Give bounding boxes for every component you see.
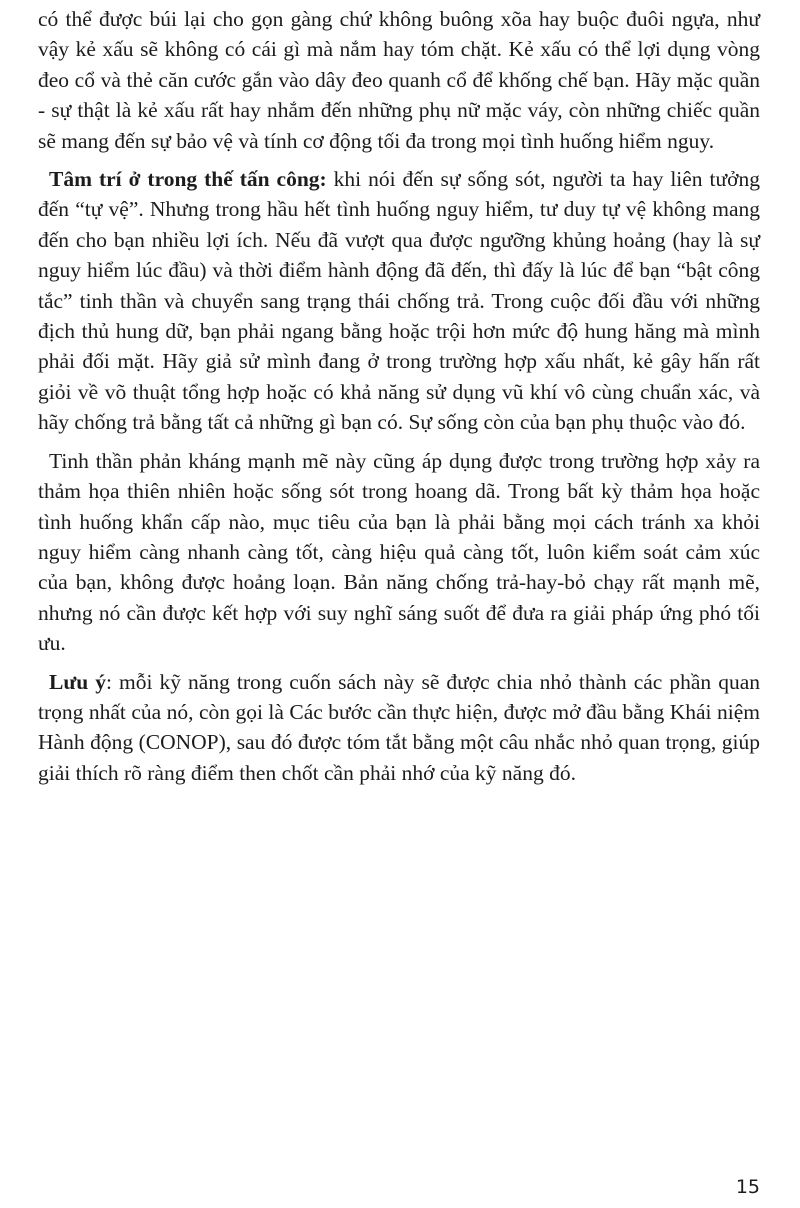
paragraph-1 — [38, 4, 760, 156]
paragraph-4 — [38, 667, 760, 789]
page-body — [38, 4, 760, 796]
paragraph-2-lead: Tâm trí ở trong thế tấn công: — [49, 167, 327, 192]
page-number: 15 — [735, 1176, 760, 1198]
paragraph-2 — [38, 164, 760, 438]
paragraph-4-lead: Lưu ý — [49, 669, 106, 694]
paragraph-3-text: Tinh thần phản kháng mạnh mẽ này cũng áp dụng được trong trường hợp xảy ra thảm họa thiên nhiên hoặc sống sót trong hoang dã. Trong bất kỳ thảm họa hoặc tình huống khẩn cấp nào, mục tiêu của bạn là phải bằng mọi cách tránh xa khỏi nguy hiểm càng nhanh càng tốt, càng hiệu quả càng tốt, luôn kiểm soát cảm xúc của bạn, không được hoảng loạn. Bản năng chống trả-hay-bỏ chạy rất mạnh mẽ, nhưng nó cần được kết hợp với suy nghĩ sáng suốt để đưa ra giải pháp ứng phó tối ưu. — [38, 448, 760, 656]
paragraph-2-text: khi nói đến sự sống sót, người ta hay liên tưởng đến “tự vệ”. Nhưng trong hầu hết tình huống nguy hiểm, tư duy tự vệ không mang đến cho bạn nhiều lợi ích. Nếu đã vượt qua được ngưỡng khủng hoảng (hay là sự nguy hiểm lúc đầu) và thời điểm hành động đã đến, thì đấy là lúc để bạn “bật công tắc” tinh thần và chuyển sang trạng thái chống trả. Trong cuộc đối đầu với những địch thủ hung dữ, bạn phải ngang bằng hoặc trội hơn mức độ hung hăng mà mình phải đối mặt. Hãy giả sử mình đang ở trong trường hợp xấu nhất, kẻ gây hấn rất giỏi về võ thuật tổng hợp hoặc có khả năng sử dụng vũ khí vô cùng chuẩn xác, và hãy chống trả bằng tất cả những gì bạn có. Sự sống còn của bạn phụ thuộc vào đó. — [38, 167, 760, 435]
paragraph-4-text: : mỗi kỹ năng trong cuốn sách này sẽ được chia nhỏ thành các phần quan trọng nhất của nó, còn gọi là Các bước cần thực hiện, được mở đầu bằng Khái niệm Hành động (CONOP), sau đó được tóm tắt bằng một câu nhắc nhỏ quan trọng, giúp giải thích rõ ràng điểm then chốt cần phải nhớ của kỹ năng đó. — [38, 669, 760, 785]
paragraph-3 — [38, 446, 760, 659]
paragraph-1-text: có thể được búi lại cho gọn gàng chứ không buông xõa hay buộc đuôi ngựa, như vậy kẻ xấu sẽ không có cái gì mà nắm hay tóm chặt. Kẻ xấu có thể lợi dụng vòng đeo cổ và thẻ căn cước gắn vào dây đeo quanh cổ để khống chế bạn. Hãy mặc quần - sự thật là kẻ xấu rất hay nhắm đến những phụ nữ mặc váy, còn những chiếc quần sẽ mang đến sự bảo vệ và tính cơ động tối đa trong mọi tình huống hiểm nguy. — [38, 7, 760, 153]
